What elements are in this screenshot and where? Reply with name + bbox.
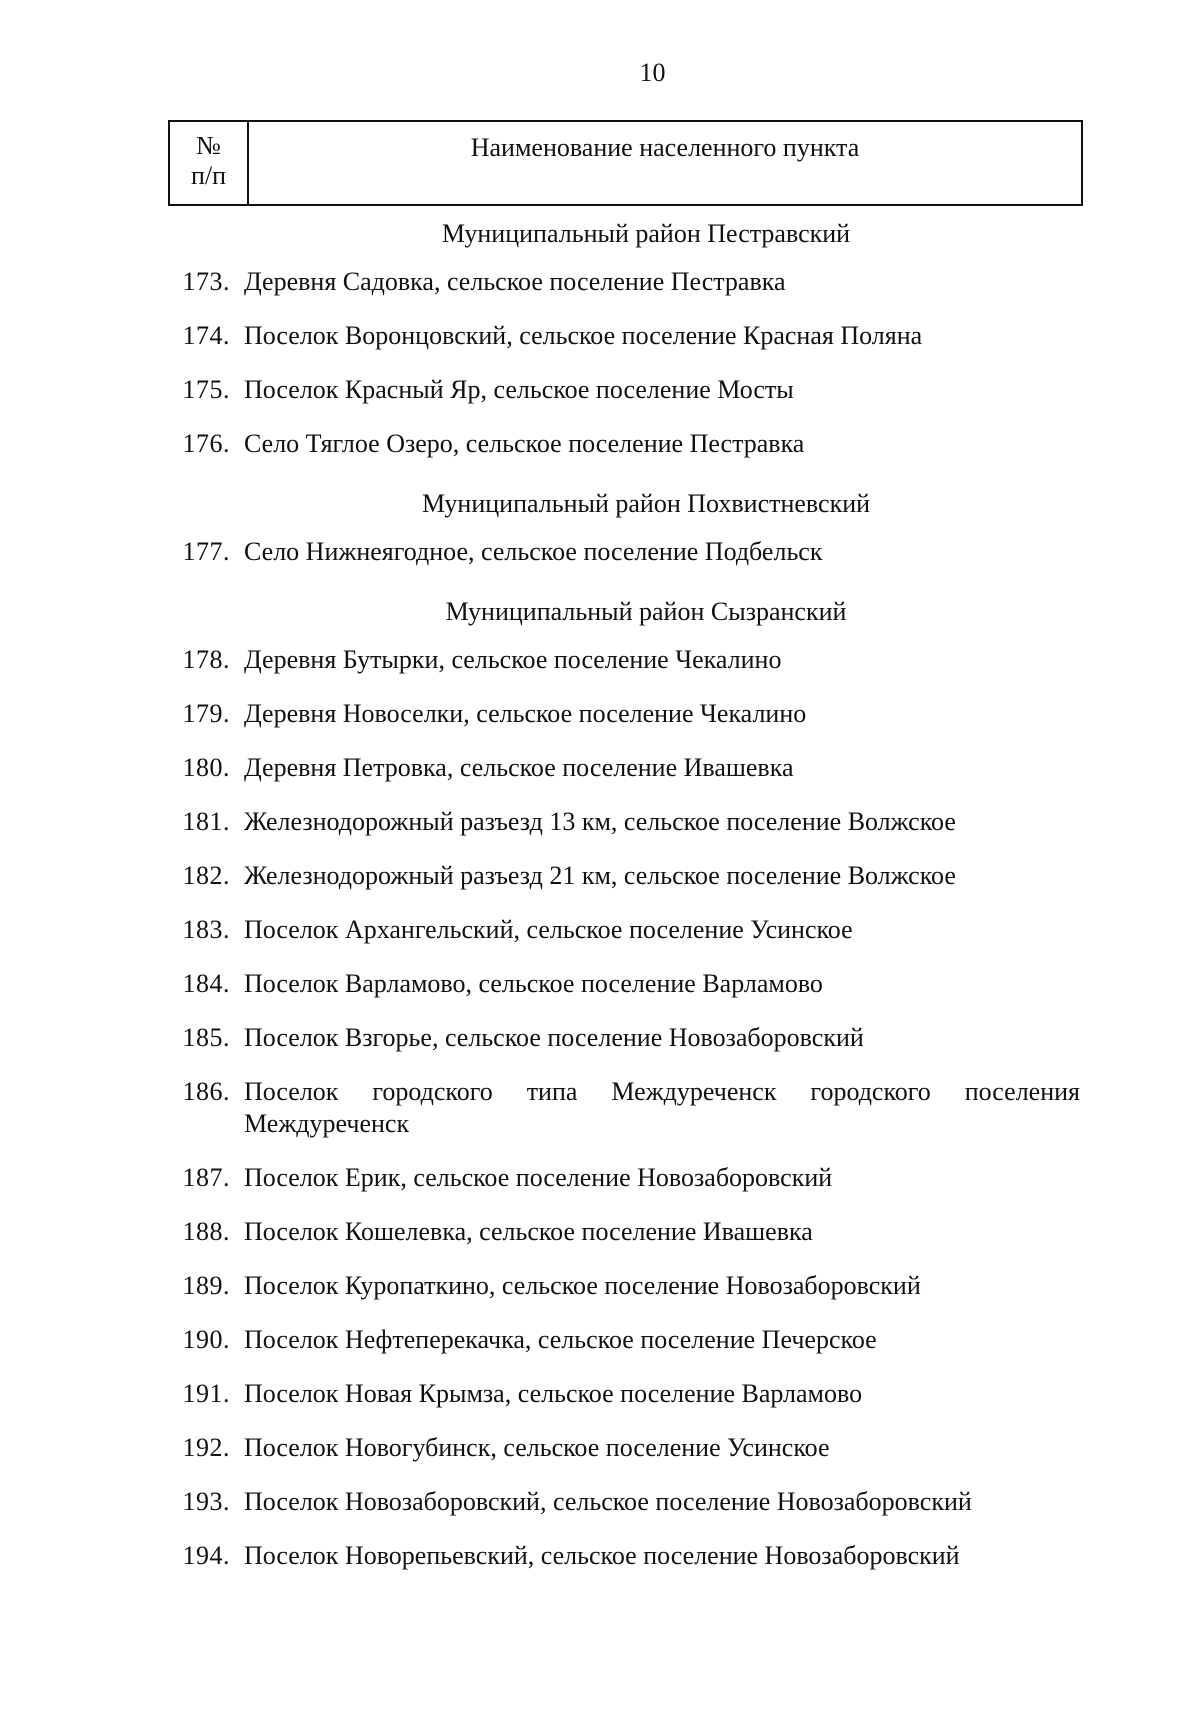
list-item xyxy=(0,1486,1200,1540)
table-header xyxy=(168,120,1083,206)
item-number: 180. xyxy=(182,753,230,782)
item-number: 179. xyxy=(182,699,230,728)
item-text: Поселок Взгорье, сельское поселение Новозаборовский xyxy=(244,1023,864,1052)
item-text: Поселок Новорепьевский, сельское поселение Новозаборовский xyxy=(244,1541,960,1570)
item-text: Железнодорожный разъезд 21 км, сельское поселение Волжское xyxy=(244,861,956,890)
item-text: Поселок Кошелевка, сельское поселение Ивашевка xyxy=(244,1217,813,1246)
item-number: 190. xyxy=(182,1325,230,1354)
item-number: 188. xyxy=(182,1217,230,1246)
section-title: Муниципальный район Сызранский xyxy=(445,597,847,626)
item-text: Село Тяглое Озеро, сельское поселение Пестравка xyxy=(244,429,805,458)
section-title: Муниципальный район Пестравский xyxy=(441,219,851,248)
item-number: 192. xyxy=(182,1433,230,1462)
item-number: 185. xyxy=(182,1023,230,1052)
item-text: Поселок Архангельский, сельское поселение Усинское xyxy=(244,915,853,944)
item-text: Деревня Петровка, сельское поселение Ивашевка xyxy=(244,753,794,782)
list-item xyxy=(0,1432,1200,1486)
item-number: 193. xyxy=(182,1487,230,1516)
list-item xyxy=(0,1378,1200,1432)
column-header-number-symbol: № xyxy=(196,131,221,160)
item-text: Поселок Воронцовский, сельское поселение Красная Поляна xyxy=(244,321,923,350)
item-number: 189. xyxy=(182,1271,230,1300)
settlement-list xyxy=(0,212,1200,1594)
item-number: 183. xyxy=(182,915,230,944)
column-header-number xyxy=(170,122,249,204)
list-item xyxy=(0,914,1200,968)
list-item xyxy=(0,1022,1200,1076)
item-text-line: Междуреченск xyxy=(244,1109,410,1138)
list-item xyxy=(0,806,1200,860)
item-text: Поселок Ерик, сельское поселение Новозаборовский xyxy=(244,1163,833,1192)
section-title: Муниципальный район Похвистневский xyxy=(421,489,871,518)
item-text: Поселок Куропаткино, сельское поселение Новозаборовский xyxy=(244,1271,921,1300)
item-number: 181. xyxy=(182,807,230,836)
item-text: Поселок Нефтеперекачка, сельское поселение Печерское xyxy=(244,1325,877,1354)
item-number: 177. xyxy=(182,537,230,566)
page-number: 10 xyxy=(639,58,666,87)
list-item xyxy=(0,1270,1200,1324)
list-item xyxy=(0,266,1200,320)
list-item xyxy=(0,752,1200,806)
list-item xyxy=(0,1216,1200,1270)
item-number: 186. xyxy=(182,1077,230,1106)
item-number: 191. xyxy=(182,1379,230,1408)
list-item xyxy=(0,1540,1200,1594)
list-item xyxy=(0,698,1200,752)
item-text-line: Поселок городского типа Междуреченск городского поселения xyxy=(244,1077,1080,1106)
column-header-number-abbrev: п/п xyxy=(190,161,227,190)
item-text: Поселок Новая Крымза, сельское поселение Варламово xyxy=(244,1379,863,1408)
item-text: Железнодорожный разъезд 13 км, сельское поселение Волжское xyxy=(244,807,956,836)
list-item xyxy=(0,644,1200,698)
item-text: Село Нижнеягодное, сельское поселение Подбельск xyxy=(244,537,823,566)
list-item xyxy=(0,1162,1200,1216)
list-item xyxy=(0,860,1200,914)
item-number: 184. xyxy=(182,969,230,998)
list-item xyxy=(0,428,1200,482)
list-item xyxy=(0,1076,1200,1162)
item-text xyxy=(244,1076,1080,1140)
column-header-name: Наименование населенного пункта xyxy=(470,133,860,162)
item-text: Поселок Новозаборовский, сельское поселение Новозаборовский xyxy=(244,1487,972,1516)
item-number: 187. xyxy=(182,1163,230,1192)
item-text: Деревня Новоселки, сельское поселение Чекалино xyxy=(244,699,807,728)
list-item xyxy=(0,374,1200,428)
item-text: Поселок Новогубинск, сельское поселение Усинское xyxy=(244,1433,830,1462)
list-item xyxy=(0,1324,1200,1378)
item-text: Деревня Бутырки, сельское поселение Чекалино xyxy=(244,645,782,674)
item-text: Поселок Красный Яр, сельское поселение Мосты xyxy=(244,375,794,404)
item-number: 194. xyxy=(182,1541,230,1570)
item-number: 182. xyxy=(182,861,230,890)
item-number: 174. xyxy=(182,321,230,350)
item-number: 178. xyxy=(182,645,230,674)
list-item xyxy=(0,320,1200,374)
item-number: 176. xyxy=(182,429,230,458)
item-text: Деревня Садовка, сельское поселение Пестравка xyxy=(244,267,786,296)
list-item xyxy=(0,536,1200,590)
item-number: 173. xyxy=(182,267,230,296)
item-text: Поселок Варламово, сельское поселение Варламово xyxy=(244,969,823,998)
item-number: 175. xyxy=(182,375,230,404)
list-item xyxy=(0,968,1200,1022)
